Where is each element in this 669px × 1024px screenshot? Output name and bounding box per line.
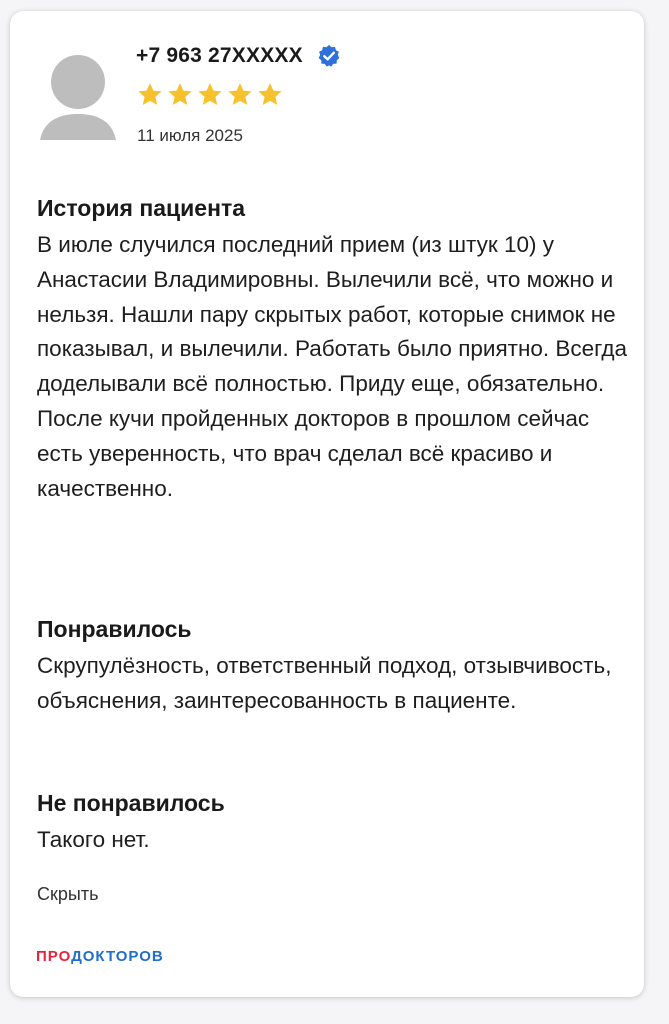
liked-text: Скрупулёзность, ответственный подход, отзывчивость, объяснения, заинтересованность в пациенте.: [37, 653, 612, 713]
review-card: [10, 11, 644, 997]
disliked-title: Не понравилось: [37, 790, 225, 816]
history-text: В июле случился последний прием (из штук 10) у Анастасии Владимировны. Вылечили всё, что можно и нельзя. Нашли пару скрытых работ, которые снимок не показывал, и вылечили. Работать было приятно. Всегда доделывали всё полностью. Приду еще, обязательно. После кучи пройденных докторов в прошлом сейчас есть уверенность, что врач сделал всё красиво и качественно.: [37, 232, 627, 501]
liked-title: Понравилось: [37, 616, 192, 642]
verified-badge-icon: [317, 44, 341, 68]
star-icon: [256, 81, 284, 109]
hide-review-link[interactable]: Скрыть: [37, 884, 99, 904]
disliked-text: Такого нет.: [37, 827, 150, 852]
review-date: 11 июля 2025: [137, 126, 243, 145]
prodoktorov-logo[interactable]: [36, 948, 164, 965]
star-icon: [226, 81, 254, 109]
star-icon: [196, 81, 224, 109]
author-name: +7 963 27XXXXX: [136, 44, 303, 67]
logo-part-doktorov: ДОКТОРОВ: [71, 948, 164, 965]
star-icon: [136, 81, 164, 109]
history-title: История пациента: [37, 195, 246, 221]
avatar-placeholder-icon: [40, 54, 116, 140]
star-icon: [166, 81, 194, 109]
author-row: [136, 41, 341, 71]
rating-stars: [136, 81, 284, 109]
logo-part-pro: ПРО: [36, 948, 72, 965]
